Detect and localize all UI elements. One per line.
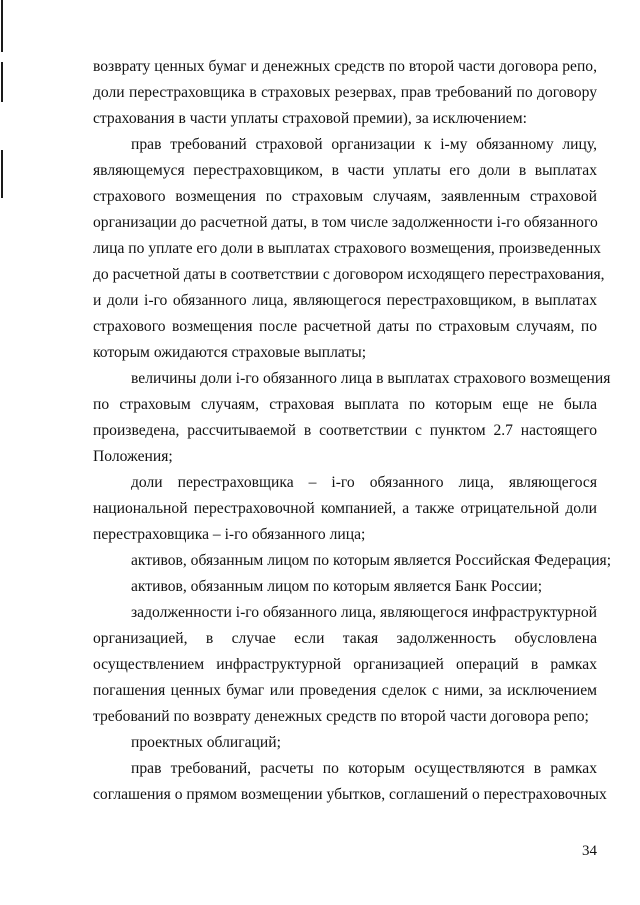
text-line: осуществлением инфраструктурной организацией операций в рамках — [93, 656, 597, 673]
text-line: страхового возмещения по страховым случаям, заявленным страховой — [93, 188, 597, 205]
text-line: произведена, рассчитываемой в соответствии с пунктом 2.7 настоящего — [93, 422, 597, 439]
text-line: возврату ценных бумаг и денежных средств по второй части договора репо, — [93, 58, 597, 75]
text-line: прав требований страховой организации к i-му обязанному лицу, — [131, 136, 597, 153]
scan-edge-mark — [1, 0, 3, 52]
text-line: по страховым случаям, страховая выплата по которым еще не была — [93, 396, 597, 413]
text-line: организацией, в случае если такая задолженность обусловлена — [93, 630, 597, 647]
text-line: перестраховщика – i-го обязанного лица; — [93, 526, 366, 543]
text-line: проектных облигаций; — [131, 734, 281, 751]
scan-edge-mark — [1, 150, 3, 198]
text-line: величины доли i-го обязанного лица в выплатах страхового возмещения — [131, 370, 611, 387]
text-line: прав требований, расчеты по которым осуществляются в рамках — [131, 760, 597, 777]
text-line: национальной перестраховочной компанией, а также отрицательной доли — [93, 500, 597, 517]
scan-edge-mark — [1, 62, 3, 102]
text-line: требований по возврату денежных средств по второй части договора репо; — [93, 708, 589, 725]
text-line: которым ожидаются страховые выплаты; — [93, 344, 367, 361]
text-line: страхового возмещения после расчетной даты по страховым случаям, по — [93, 318, 597, 335]
page-number: 34 — [582, 843, 597, 859]
text-line: погашения ценных бумаг или проведения сделок с ними, за исключением — [93, 682, 597, 699]
text-line: являющемуся перестраховщиком, в части уплаты его доли в выплатах — [93, 162, 597, 179]
text-line: доли перестраховщика в страховых резервах, прав требований по договору — [93, 84, 597, 101]
text-line: лица по уплате его доли в выплатах страхового возмещения, произведенных — [93, 240, 601, 257]
text-line: Положения; — [93, 448, 173, 465]
text-line: активов, обязанным лицом по которым является Российская Федерация; — [131, 552, 612, 569]
text-line: организации до расчетной даты, в том числе задолженности i-го обязанного — [93, 214, 598, 231]
text-line: страхования в части уплаты страховой премии), за исключением: — [93, 110, 527, 127]
text-line: соглашения о прямом возмещении убытков, соглашений о перестраховочных — [93, 786, 607, 803]
text-line: доли перестраховщика – i-го обязанного лица, являющегося — [131, 474, 597, 491]
text-line: и доли i-го обязанного лица, являющегося перестраховщиком, в выплатах — [93, 292, 597, 309]
text-line: задолженности i-го обязанного лица, являющегося инфраструктурной — [131, 604, 597, 621]
text-line: активов, обязанным лицом по которым является Банк России; — [131, 578, 543, 595]
text-line: до расчетной даты в соответствии с договором исходящего перестрахования, — [93, 266, 605, 283]
